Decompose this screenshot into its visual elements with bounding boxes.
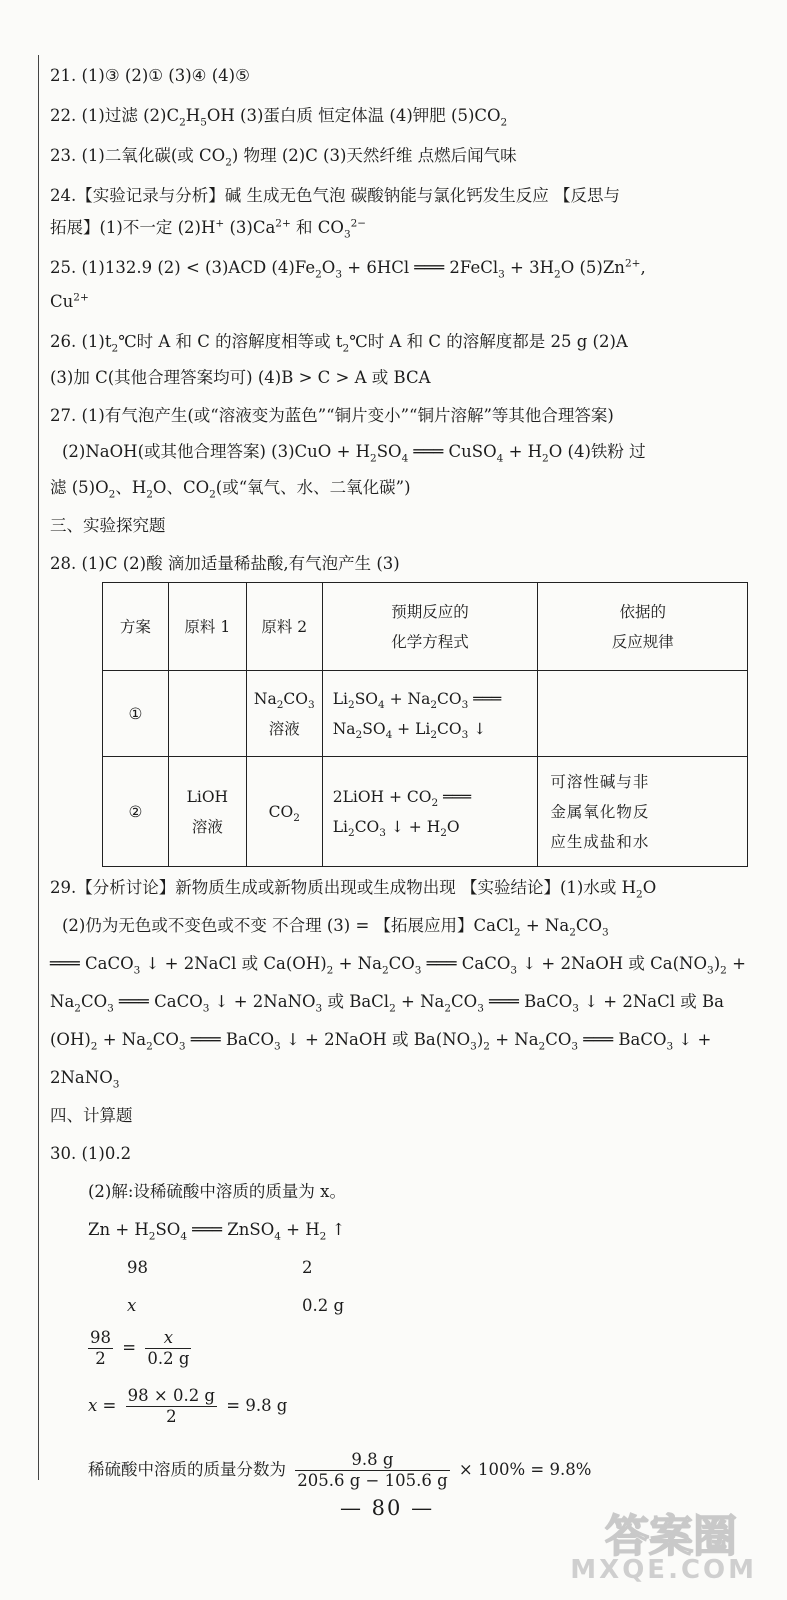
left-margin-rule	[38, 55, 39, 1480]
fraction: $\frac{x}{0.2 g}$	[147, 1328, 190, 1368]
plan-number: ②	[103, 757, 169, 867]
answer-30-part1: 30. (1)0.2	[50, 1144, 132, 1163]
section-heading-3: 三、实验探究题	[50, 516, 166, 535]
equation-cell: $Li_2SO_4 + Na_2CO_3$ ═══ $Na_2SO_4 + Li_2CO_3$ ↓	[322, 671, 538, 757]
table-row	[103, 757, 748, 867]
answer-27-line3: 滤 $(5)O_2$、$H_2O$、$CO_2$(或“氧气、水、二氧化碳”)	[50, 478, 411, 501]
answer-29-line3: ═══ CaCO$_3$ ↓ + 2NaCl 或 $Ca(OH)_2 + Na_2CO_3$ ═══ CaCO$_3$ ↓ + 2NaOH 或 $Ca(NO_3)_2$ +	[50, 954, 746, 977]
mass-0-2g: 0.2 g	[302, 1296, 345, 1315]
answer-27-line2: (2)NaOH(或其他合理答案) $(3)CuO + H_2SO_4$ ═══ CuSO$_4$ + $H_2O$ (4)铁粉 过	[62, 442, 646, 465]
fraction: $\frac{98 \times 0.2 g}{2}$	[127, 1386, 215, 1426]
material-1-cell: LiOH 溶液	[168, 757, 246, 867]
answer-29-line2: (2)仍为无色或不变色或不变 不合理 (3) = 【拓展应用】CaCl$_2$ + $Na_2CO_3$	[62, 916, 609, 939]
molar-mass-2: 2	[302, 1258, 313, 1277]
mass-fraction-equation: 稀硫酸中溶质的质量分数为 $\frac{9.8 g}{205.6 g - 105.6 g}$ × 100% = 9.8%	[88, 1450, 592, 1490]
header-material-2: 原料 2	[246, 583, 322, 671]
rule-cell	[538, 671, 748, 757]
reaction-plan-table	[102, 582, 748, 867]
fraction: $\frac{98}{2}$	[90, 1328, 111, 1368]
answer-23: 23. (1)二氧化碳(或 $CO_2$) 物理 (2)C (3)天然纤维 点燃后闻气味	[50, 146, 517, 169]
material-1-cell	[168, 671, 246, 757]
answer-26-line1: 26. $(1)t_2℃$时 A 和 C 的溶解度相等或 $t_2℃$时 A 和 C 的溶解度都是 25 g (2)A	[50, 332, 628, 355]
page-number: — 80 —	[340, 1496, 435, 1520]
answer-29-line4: $Na_2CO_3$ ═══ CaCO$_3$ ↓ + 2NaNO$_3$ 或 BaCl$_2$ + $Na_2CO_3$ ═══ BaCO$_3$ ↓ + 2NaCl 或 Ba	[50, 992, 724, 1015]
answer-26-line2: (3)加 C(其他合理答案均可) (4)B > C > A 或 BCA	[50, 368, 431, 387]
proportion-equation: $\frac{98}{2}$ = $\frac{x}{0.2 g}$	[90, 1328, 190, 1368]
table-row	[103, 671, 748, 757]
equation-cell: 2LiOH + $CO_2$ ═══ $Li_2CO_3$ ↓ + $H_2O$	[322, 757, 538, 867]
equation-zn-h2so4: $Zn + H_2SO_4$ ═══ ZnSO$_4$ + $H_2$ ↑	[88, 1220, 346, 1243]
answer-30-part2: (2)解:设稀硫酸中溶质的质量为 x。	[88, 1182, 346, 1201]
fraction: $\frac{9.8 g}{205.6 g - 105.6 g}$	[297, 1450, 448, 1490]
answer-22: 22. (1)过滤 $(2)C_2H_5OH$ (3)蛋白质 恒定体温 (4)钾肥 $(5)CO_2$	[50, 106, 508, 129]
watermark-url: MXQE.COM	[570, 1555, 757, 1585]
unknown-x: x	[127, 1296, 137, 1315]
table-header-row	[103, 583, 748, 671]
answer-24-line2: 拓展】(1)不一定 (2)H+ $(3)Ca^{2+}$ 和 $CO_3^{2-}$	[50, 217, 367, 241]
watermark-logo: 答案圈	[605, 1511, 737, 1562]
answer-24-line1: 24.【实验记录与分析】碱 生成无色气泡 碳酸钠能与氯化钙发生反应 【反思与	[50, 186, 620, 205]
header-plan: 方案	[103, 583, 169, 671]
plan-number: ①	[103, 671, 169, 757]
answer-25-line1: 25. (1)132.9 (2) < (3)ACD $(4)Fe_2O_3 + 6HCl$ ═══ 2FeCl$_3$ + $3H_2O$ $(5)Zn^{2+}$,	[50, 257, 646, 281]
answer-25-line2: $Cu^{2+}$	[50, 291, 89, 311]
rule-cell: 可溶性碱与非 金属氧化物反 应生成盐和水	[538, 757, 748, 867]
solve-x-equation: x = $\frac{98 \times 0.2 g}{2}$ = 9.8 g	[88, 1386, 288, 1426]
material-2-cell: $CO_2$	[246, 757, 322, 867]
header-equation: 预期反应的 化学方程式	[322, 583, 538, 671]
answer-29-line5: $(OH)_2 + Na_2CO_3$ ═══ BaCO$_3$ ↓ + 2NaOH 或 $Ba(NO_3)_2 + Na_2CO_3$ ═══ BaCO$_3$ ↓ +	[50, 1030, 712, 1053]
answer-27-line1: 27. (1)有气泡产生(或“溶液变为蓝色”“铜片变小”“铜片溶解”等其他合理答案)	[50, 406, 614, 425]
answer-29-line6: 2NaNO$_3$	[50, 1068, 120, 1091]
material-2-cell: $Na_2CO_3$ 溶液	[246, 671, 322, 757]
answer-21: 21. (1)③ (2)① (3)④ (4)⑤	[50, 66, 250, 85]
answer-29-line1: 29.【分析讨论】新物质生成或新物质出现或生成物出现 【实验结论】(1)水或 $H_2O$	[50, 878, 657, 901]
header-rule: 依据的 反应规律	[538, 583, 748, 671]
molar-mass-98: 98	[127, 1258, 148, 1277]
header-material-1: 原料 1	[168, 583, 246, 671]
answer-28: 28. (1)C (2)酸 滴加适量稀盐酸,有气泡产生 (3)	[50, 554, 400, 573]
section-heading-4: 四、计算题	[50, 1106, 133, 1125]
